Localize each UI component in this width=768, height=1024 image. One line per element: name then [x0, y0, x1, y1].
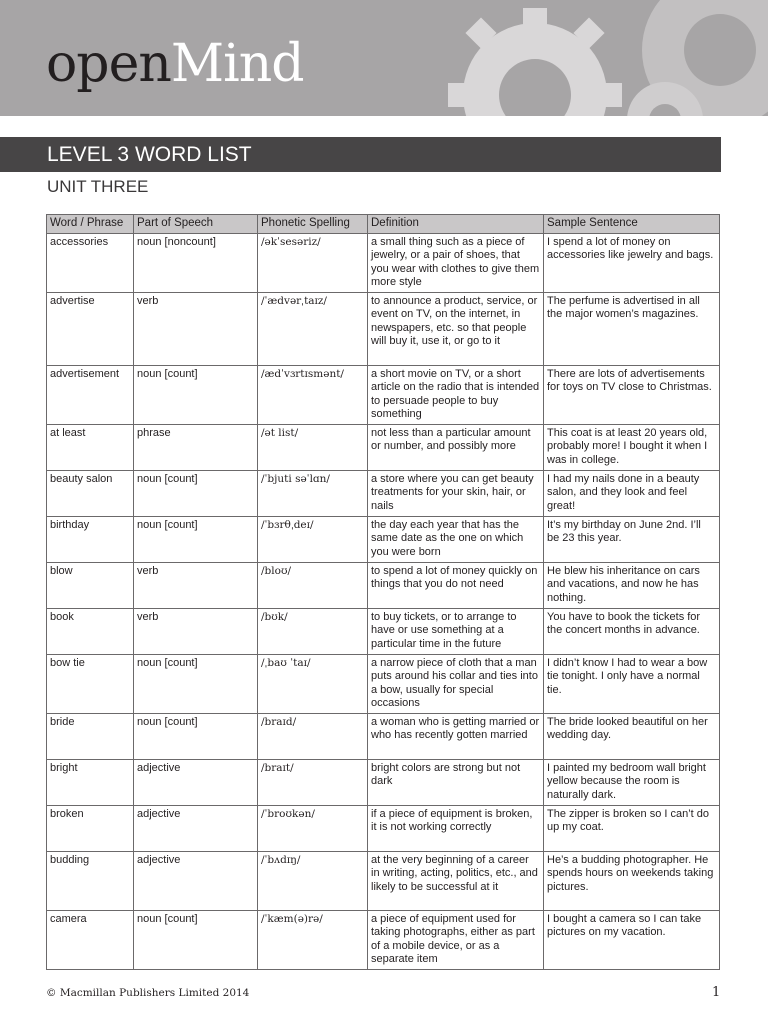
phonetic-cell: /ˈbroʊkən/	[258, 806, 368, 852]
definition-cell: to buy tickets, or to arrange to have or use something at a particular time in the future	[368, 609, 544, 655]
word-list-table	[46, 214, 720, 970]
definition-cell: not less than a particular amount or number, and possibly more	[368, 425, 544, 471]
table-row	[47, 911, 720, 970]
pos-cell: adjective	[134, 852, 258, 911]
definition-cell: a piece of equipment used for taking photographs, either as part of a mobile device, or as a separate item	[368, 911, 544, 970]
pos-cell: noun [count]	[134, 366, 258, 425]
sample-cell: I didn’t know I had to wear a bow tie tonight. I only have a normal tie.	[544, 655, 720, 714]
openmind-logo	[46, 34, 304, 94]
header-band	[0, 0, 768, 116]
definition-cell: a narrow piece of cloth that a man puts around his collar and ties into a bow, usually for special occasions	[368, 655, 544, 714]
word-cell: broken	[47, 806, 134, 852]
word-cell: at least	[47, 425, 134, 471]
definition-cell: bright colors are strong but not dark	[368, 760, 544, 806]
definition-cell: a small thing such as a piece of jewelry, or a pair of shoes, that you wear with clothes to give them more style	[368, 234, 544, 293]
word-cell: advertise	[47, 293, 134, 366]
col-header-phonetic: Phonetic Spelling	[258, 215, 368, 234]
page-number: 1	[712, 985, 721, 1000]
table-row	[47, 609, 720, 655]
phonetic-cell: /ædˈvɜrtɪsmənt/	[258, 366, 368, 425]
phonetic-cell: /ˈbjuti səˈlɑn/	[258, 471, 368, 517]
col-header-sample: Sample Sentence	[544, 215, 720, 234]
table-row	[47, 563, 720, 609]
unit-subtitle: UNIT THREE	[47, 177, 149, 196]
definition-cell: to announce a product, service, or event on TV, on the internet, in newspapers, etc. so that people will buy it, use it, or go to it	[368, 293, 544, 366]
phonetic-cell: /ˌbaʊ ˈtaɪ/	[258, 655, 368, 714]
table-row	[47, 471, 720, 517]
definition-cell: a woman who is getting married or who has recently gotten married	[368, 714, 544, 760]
sample-cell: I spend a lot of money on accessories like jewelry and bags.	[544, 234, 720, 293]
word-cell: bright	[47, 760, 134, 806]
pos-cell: verb	[134, 293, 258, 366]
phonetic-cell: /əkˈsesəriz/	[258, 234, 368, 293]
col-header-word: Word / Phrase	[47, 215, 134, 234]
word-cell: beauty salon	[47, 471, 134, 517]
table-row	[47, 852, 720, 911]
table-row	[47, 517, 720, 563]
col-header-part-of-speech: Part of Speech	[134, 215, 258, 234]
phonetic-cell: /ˈkæm(ə)rə/	[258, 911, 368, 970]
word-cell: budding	[47, 852, 134, 911]
definition-cell: the day each year that has the same date as the one on which you were born	[368, 517, 544, 563]
pos-cell: verb	[134, 563, 258, 609]
phonetic-cell: /braɪd/	[258, 714, 368, 760]
logo-mind: Mind	[170, 34, 304, 94]
copyright-footer: © Macmillan Publishers Limited 2014	[46, 987, 250, 999]
sample-cell: You have to book the tickets for the concert months in advance.	[544, 609, 720, 655]
phonetic-cell: /ˈbʌdɪŋ/	[258, 852, 368, 911]
table-row	[47, 655, 720, 714]
sample-cell: There are lots of advertisements for toys on TV close to Christmas.	[544, 366, 720, 425]
table-row	[47, 234, 720, 293]
pos-cell: noun [count]	[134, 714, 258, 760]
word-cell: bow tie	[47, 655, 134, 714]
sample-cell: I had my nails done in a beauty salon, and they look and feel great!	[544, 471, 720, 517]
col-header-definition: Definition	[368, 215, 544, 234]
pos-cell: noun [noncount]	[134, 234, 258, 293]
definition-cell: at the very beginning of a career in writing, acting, politics, etc., and likely to be successful at it	[368, 852, 544, 911]
gear-icon	[430, 0, 768, 116]
table-row	[47, 806, 720, 852]
pos-cell: phrase	[134, 425, 258, 471]
word-cell: camera	[47, 911, 134, 970]
definition-cell: to spend a lot of money quickly on things that you do not need	[368, 563, 544, 609]
page-title: LEVEL 3 WORD LIST	[47, 143, 252, 166]
pos-cell: adjective	[134, 760, 258, 806]
phonetic-cell: /braɪt/	[258, 760, 368, 806]
title-bar	[0, 137, 721, 172]
pos-cell: adjective	[134, 806, 258, 852]
sample-cell: The bride looked beautiful on her wedding day.	[544, 714, 720, 760]
table-row	[47, 760, 720, 806]
pos-cell: noun [count]	[134, 655, 258, 714]
table-row	[47, 366, 720, 425]
table-row	[47, 425, 720, 471]
sample-cell: It’s my birthday on June 2nd. I’ll be 23 this year.	[544, 517, 720, 563]
word-cell: accessories	[47, 234, 134, 293]
sample-cell: I painted my bedroom wall bright yellow because the room is naturally dark.	[544, 760, 720, 806]
sample-cell: This coat is at least 20 years old, probably more! I bought it when I was in college.	[544, 425, 720, 471]
pos-cell: noun [count]	[134, 911, 258, 970]
pos-cell: noun [count]	[134, 517, 258, 563]
sample-cell: He’s a budding photographer. He spends hours on weekends taking pictures.	[544, 852, 720, 911]
logo-open: open	[46, 34, 171, 94]
table-header-row	[47, 215, 720, 234]
definition-cell: a store where you can get beauty treatments for your skin, hair, or nails	[368, 471, 544, 517]
phonetic-cell: /bloʊ/	[258, 563, 368, 609]
word-cell: advertisement	[47, 366, 134, 425]
table-row	[47, 293, 720, 366]
phonetic-cell: /ət list/	[258, 425, 368, 471]
pos-cell: noun [count]	[134, 471, 258, 517]
word-cell: blow	[47, 563, 134, 609]
word-cell: bride	[47, 714, 134, 760]
phonetic-cell: /ˈbɜrθˌdeɪ/	[258, 517, 368, 563]
sample-cell: He blew his inheritance on cars and vacations, and now he has nothing.	[544, 563, 720, 609]
word-cell: book	[47, 609, 134, 655]
sample-cell: The perfume is advertised in all the major women’s magazines.	[544, 293, 720, 366]
sample-cell: I bought a camera so I can take pictures on my vacation.	[544, 911, 720, 970]
sample-cell: The zipper is broken so I can’t do up my coat.	[544, 806, 720, 852]
pos-cell: verb	[134, 609, 258, 655]
definition-cell: if a piece of equipment is broken, it is not working correctly	[368, 806, 544, 852]
definition-cell: a short movie on TV, or a short article on the radio that is intended to persuade people to buy something	[368, 366, 544, 425]
phonetic-cell: /ˈædvərˌtaɪz/	[258, 293, 368, 366]
word-cell: birthday	[47, 517, 134, 563]
table-row	[47, 714, 720, 760]
phonetic-cell: /bʊk/	[258, 609, 368, 655]
